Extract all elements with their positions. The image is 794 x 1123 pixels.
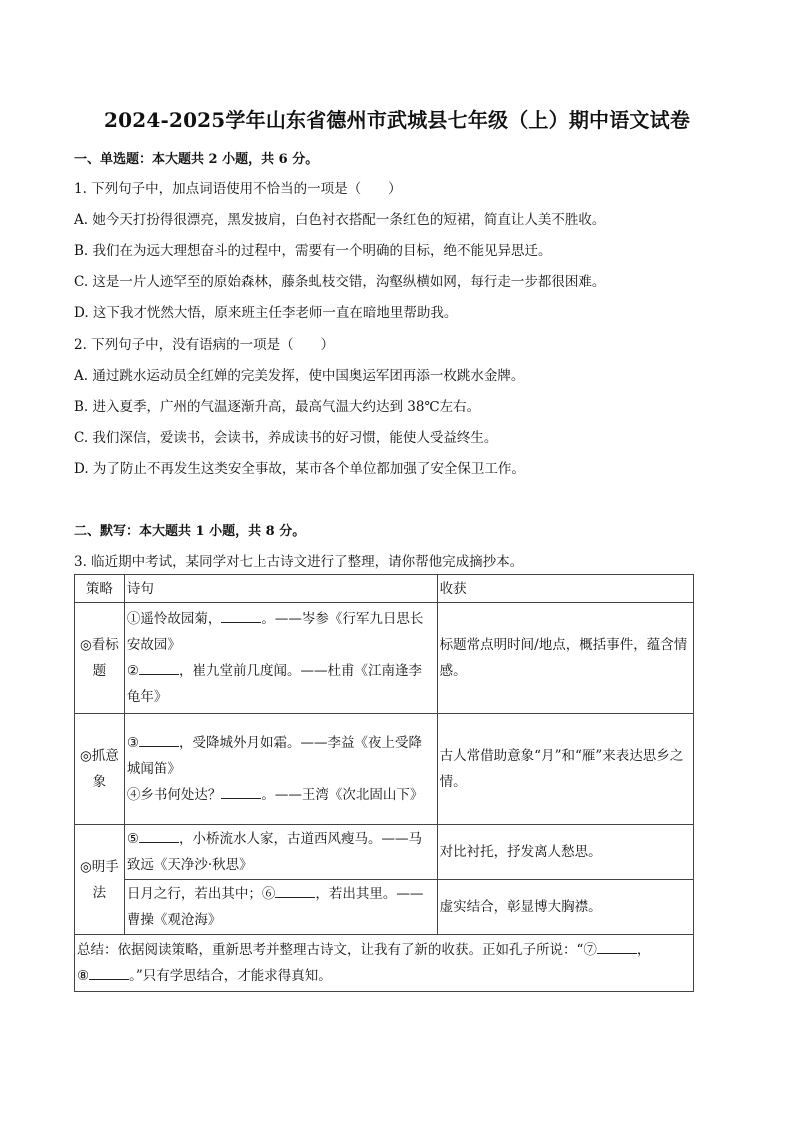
strategy-title-label: ◎看标题 (80, 637, 119, 679)
q1-stem: 1. 下列句子中，加点词语使用不恰当的一项是（ ） (74, 181, 402, 197)
poem-cell-1 (124, 603, 437, 714)
answer-blank-6[interactable] (275, 885, 315, 898)
q2-option-c: C. 我们深信，爱读书，会读书，养成读书的好习惯，能使人受益终生。 (74, 430, 498, 446)
q1-option-c: C. 这是一片人迹罕至的原始森林，藤条虬枝交错，沟壑纵横如网，每行走一步都很困难。 (74, 274, 606, 290)
answer-blank-3[interactable] (139, 734, 179, 747)
poetry-table (74, 574, 694, 992)
answer-blank-1[interactable] (221, 610, 261, 623)
strategy-technique (75, 825, 125, 935)
gain-cell-1: 标题常点明时间/地点，概括事件，蕴含情感。 (437, 603, 693, 714)
section-1-heading: 一、单选题：本大题共 2 小题，共 6 分。 (74, 152, 319, 167)
summary-cell: 总结：依据阅读策略，重新思考并整理古诗文，让我有了新的收获。正如孔子所说：“⑦ ， ⑧ 。”只有学思结合，才能求得真知。 (75, 935, 694, 992)
gain-cell-4: 虚实结合，彰显博大胸襟。 (437, 880, 693, 935)
gain-cell-2: 古人常借助意象“月”和“雁”来表达思乡之情。 (437, 714, 693, 825)
poem-cell-4: 日月之行，若出其中；⑥ ，若出其里。——曹操《观沧海》 (124, 880, 437, 935)
strategy-imagery-label: ◎抓意象 (80, 748, 119, 790)
poem-line-3: ③ ，受降城外月如霜。——李益《夜上受降城闻笛》 (126, 735, 422, 777)
q2-option-b: B. 进入夏季，广州的气温逐渐升高，最高气温大约达到 38℃左右。 (74, 399, 481, 415)
header-gain: 收获 (437, 575, 693, 603)
answer-blank-7[interactable] (597, 941, 637, 954)
page-title: 2024-2025学年山东省德州市武城县七年级（上）期中语文试卷 (103, 108, 691, 132)
poem-line-2: ② ，崔九堂前几度闻。——杜甫《江南逢李龟年》 (126, 663, 422, 705)
strategy-technique-label: ◎明手法 (80, 858, 119, 901)
poem-cell-3: ⑤ ，小桥流水人家，古道西风瘦马。——马致远《天净沙·秋思》 (124, 825, 437, 880)
q1-option-d: D. 这下我才恍然大悟，原来班主任李老师一直在暗地里帮助我。 (74, 305, 458, 321)
section-2-heading: 二、默写：本大题共 1 小题，共 8 分。 (74, 524, 306, 539)
answer-blank-2[interactable] (139, 662, 179, 675)
gain-cell-3: 对比衬托，抒发离人愁思。 (437, 825, 693, 880)
strategy-title (75, 603, 125, 714)
strategy-imagery (75, 714, 125, 825)
q1-option-b: B. 我们在为远大理想奋斗的过程中，需要有一个明确的目标，绝不能见异思迁。 (74, 243, 552, 259)
answer-blank-4[interactable] (221, 786, 261, 799)
q2-stem: 2. 下列句子中，没有语病的一项是（ ） (74, 337, 335, 353)
poem-line-1: ①遥怜故园菊， 。——岑参《行军九日思长安故园》 (126, 611, 424, 653)
poem-line-4: ④乡书何处达？ 。——王湾《次北固山下》 (126, 787, 424, 803)
q2-option-a: A. 通过跳水运动员全红婵的完美发挥，使中国奥运军团再添一枚跳水金牌。 (74, 368, 525, 384)
header-strategy: 策略 (75, 575, 125, 603)
answer-blank-8[interactable] (89, 967, 129, 980)
poem-cell-2 (124, 714, 437, 825)
header-poem: 诗句 (124, 575, 437, 603)
q2-option-d: D. 为了防止不再发生这类安全事故，某市各个单位都加强了安全保卫工作。 (74, 461, 525, 477)
q1-option-a: A. 她今天打扮得很漂亮，黑发披肩，白色衬衣搭配一条红色的短裙，简直让人美不胜收。 (74, 212, 606, 228)
q3-stem: 3. 临近期中考试，某同学对七上古诗文进行了整理，请你帮他完成摘抄本。 (74, 554, 524, 570)
answer-blank-5[interactable] (139, 830, 179, 843)
